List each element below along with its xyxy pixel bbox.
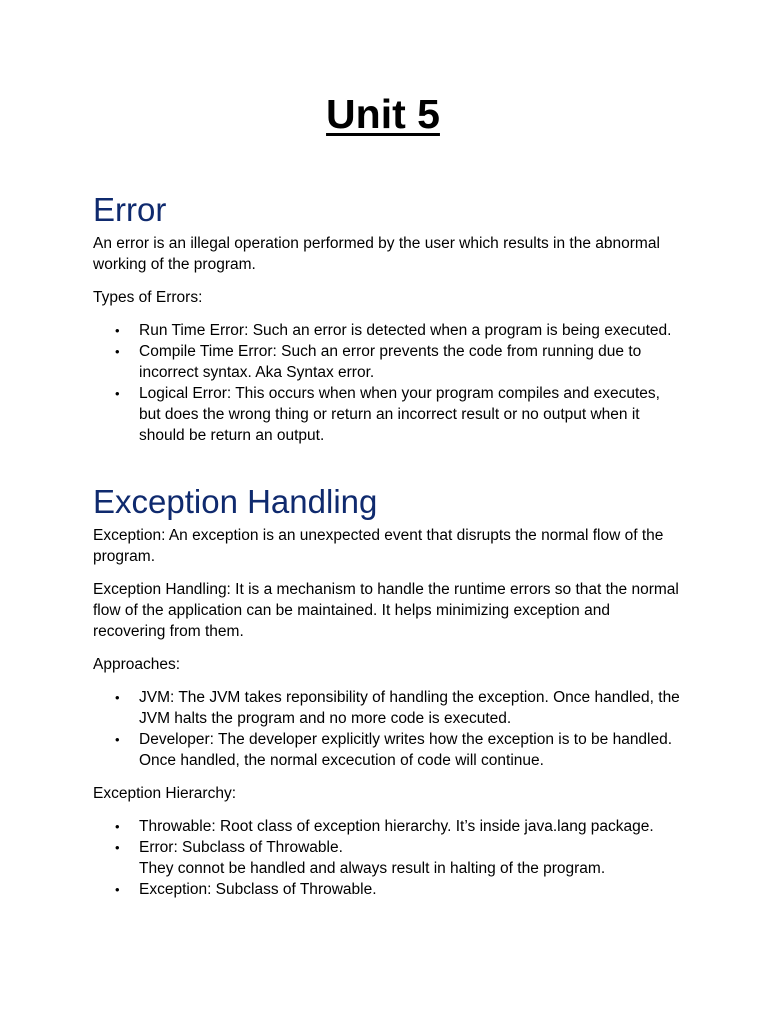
types-label: Types of Errors: [93, 289, 203, 306]
error-intro: An error is an illegal operation performed by the user which results in the abnormal working of the program. [93, 235, 660, 273]
list-item: • Error: Subclass of Throwable. They connot be handled and always result in halting of the program. [93, 837, 683, 879]
list-item: • Developer: The developer explicitly writes how the exception is to be handled. Once handled, the normal excecution of code will continue. [115, 731, 673, 769]
approaches-list [93, 687, 683, 771]
bullet-icon: • [115, 882, 120, 897]
list-item: • Throwable: Root class of exception hierarchy. It’s inside java.lang package. [115, 818, 654, 835]
list-item: • Logical Error: This occurs when when your program compiles and executes, but does the wrong thing or return an incorrect result or no output when it should be return an output. [115, 385, 660, 444]
list-item: • JVM: The JVM takes reponsibility of handling the exception. Once handled, the JVM halts the program and no more code is executed. [115, 689, 680, 727]
bullet-icon: • [115, 386, 120, 401]
bullet-icon: • [115, 323, 120, 338]
bullet-icon: • [115, 819, 120, 834]
bullet-icon: • [115, 344, 120, 359]
list-item: • Compile Time Error: Such an error prevents the code from running due to incorrect syntax. Aka Syntax error. [115, 343, 642, 381]
error-types-list [93, 320, 683, 446]
exception-definition: Exception: An exception is an unexpected event that disrupts the normal flow of the program. [93, 527, 664, 565]
exception-handling-definition: Exception Handling: It is a mechanism to handle the runtime errors so that the normal flow of the application can be maintained. It helps minimizing exception and recovering from them. [93, 581, 679, 640]
exception-heading: Exception Handling [93, 483, 378, 520]
error-section [93, 190, 683, 446]
hierarchy-label: Exception Hierarchy: [93, 785, 237, 802]
list-item: • Exception: Subclass of Throwable. [115, 881, 377, 898]
hierarchy-error-note: They connot be handled and always result in halting of the program. [139, 860, 606, 877]
hierarchy-list [93, 816, 683, 900]
list-item: • Run Time Error: Such an error is detected when a program is being executed. [115, 322, 672, 339]
error-heading: Error [93, 191, 167, 228]
bullet-icon: • [115, 690, 120, 705]
approaches-label: Approaches: [93, 656, 181, 673]
bullet-icon: • [115, 840, 120, 855]
page-title: Unit 5 [326, 91, 440, 137]
bullet-icon: • [115, 732, 120, 747]
exception-section [93, 482, 683, 900]
